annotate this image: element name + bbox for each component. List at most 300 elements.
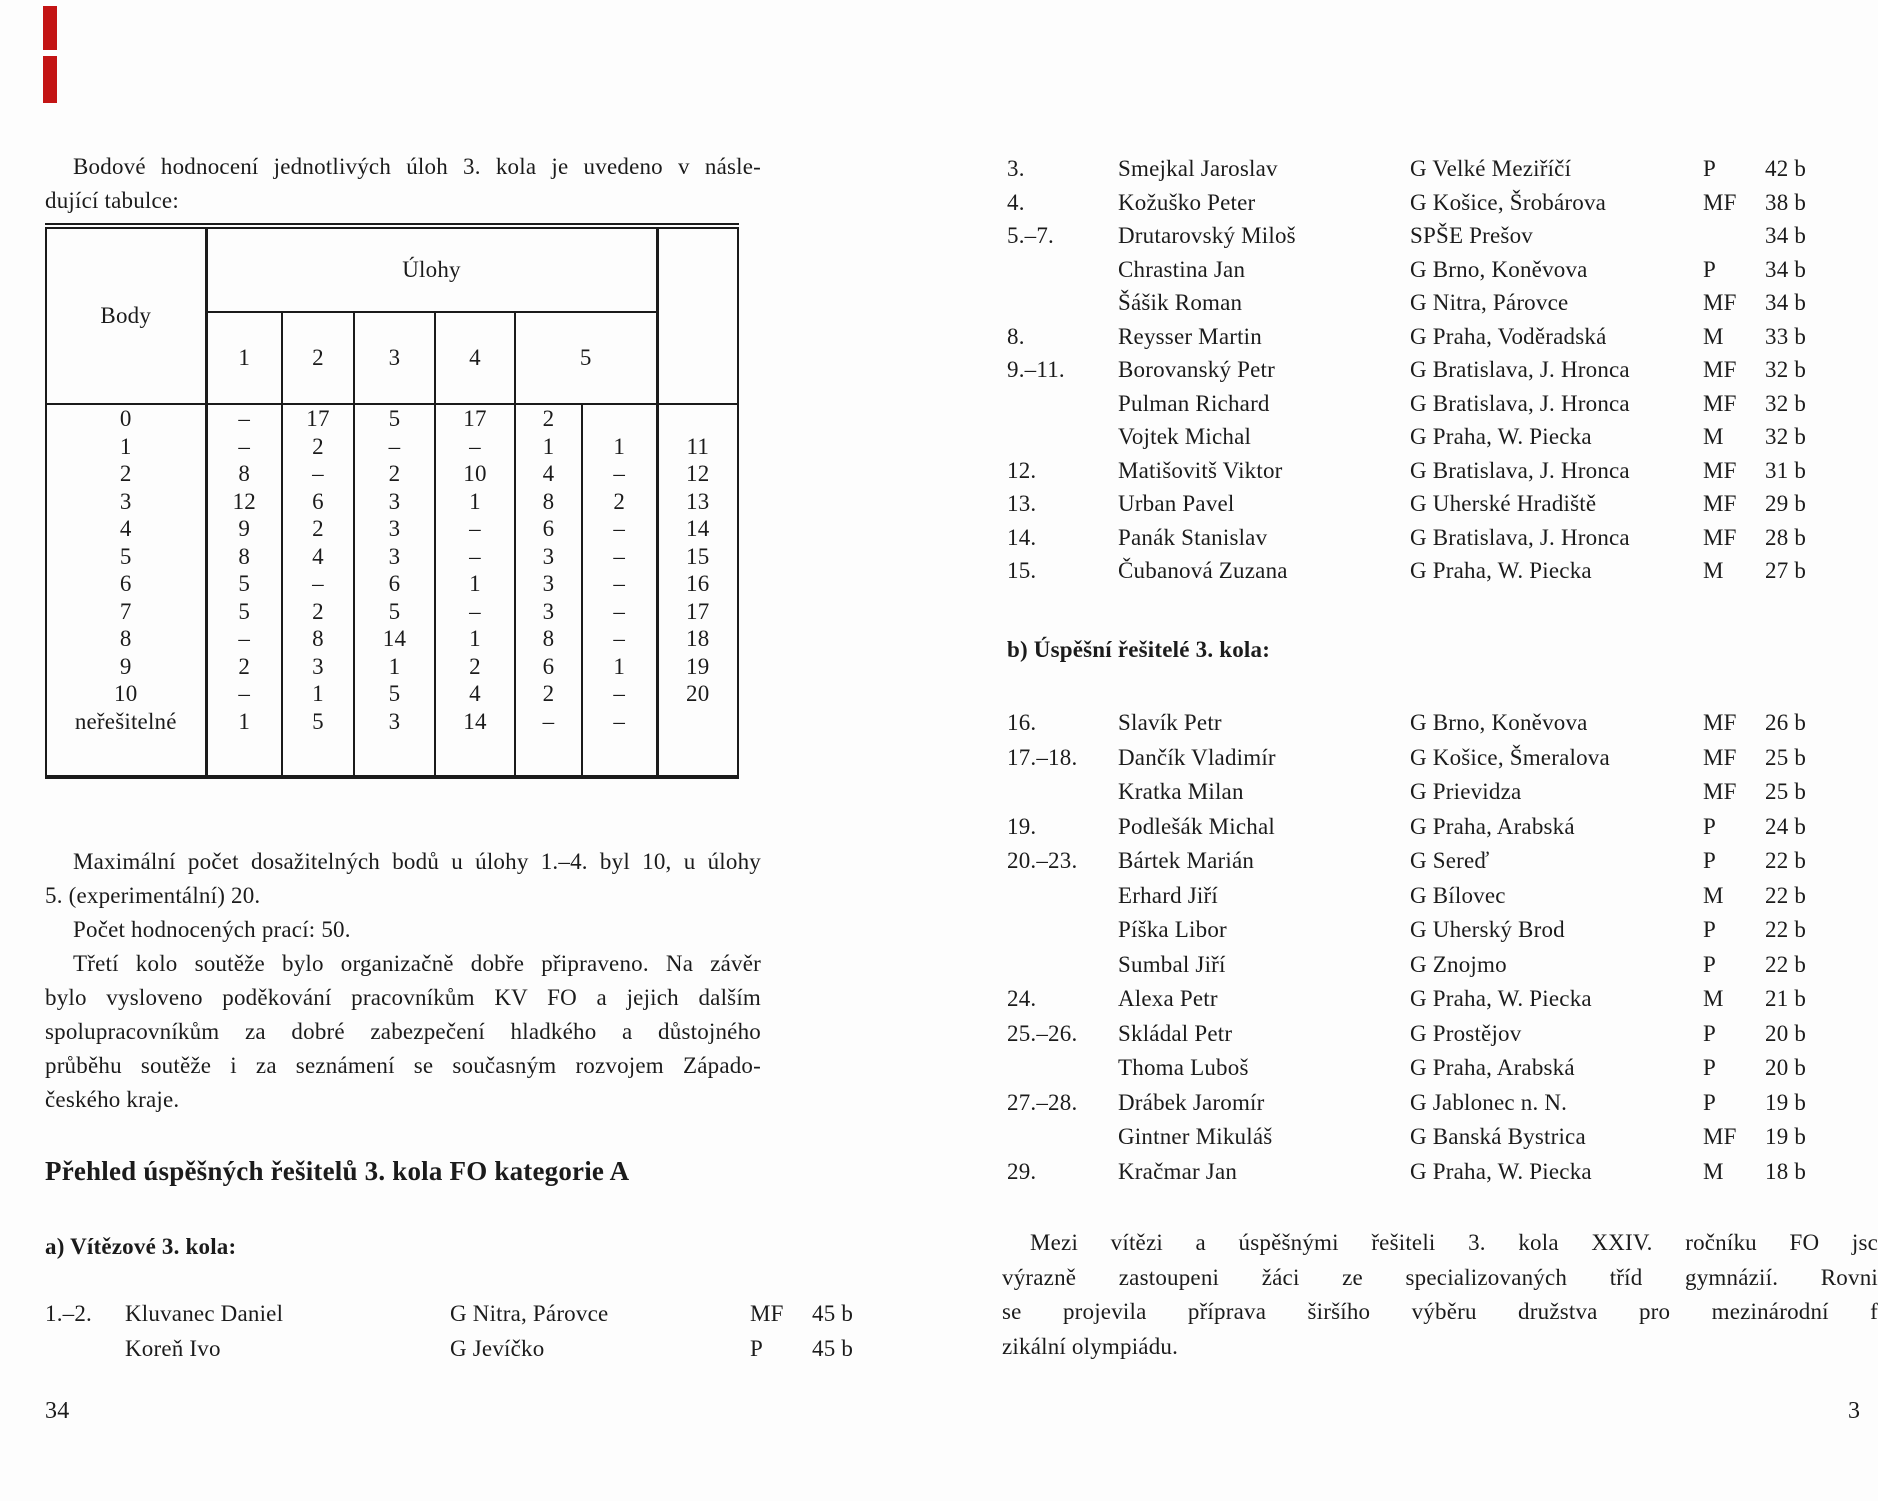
body2-cell: 11	[686, 433, 710, 459]
solver-name: Kračmar Jan	[1118, 1158, 1238, 1184]
task1-cell: 12	[206, 488, 282, 516]
task3-cell: 2	[354, 460, 435, 488]
solver-name: Gintner Mikuláš	[1118, 1124, 1273, 1149]
subsection-a-heading: a) Vítězové 3. kola:	[45, 1234, 237, 1259]
table-empty-header	[657, 226, 738, 404]
solver-school: G Banská Bystrica	[1410, 1124, 1586, 1149]
task4-cell: 14	[435, 708, 515, 778]
max-points-line: Maximální počet dosažitelných bodů u úlohy 1.–4. byl 10, u úlohy	[73, 849, 761, 874]
solver-category: P	[1703, 917, 1716, 942]
ranking-row	[1007, 320, 1877, 354]
task2-cell: 5	[282, 708, 354, 778]
rank-label: 15.	[1007, 558, 1037, 583]
task5b-cell: –	[582, 570, 657, 598]
body2-cell: 12	[686, 461, 710, 486]
subsection-b-heading: b) Úspěšní řešitelé 3. kola:	[1007, 637, 1271, 662]
task2-cell: –	[282, 460, 354, 488]
solver-school: G Praha, Voděradská	[1410, 323, 1607, 349]
right-page-number: 3	[1848, 1398, 1861, 1424]
task3-cell: 3	[354, 515, 435, 543]
solver-score: 25 b	[1765, 744, 1807, 770]
solver-category: P	[750, 1336, 763, 1361]
body-value-cell: 2	[46, 460, 206, 488]
task4-cell: 2	[435, 653, 515, 681]
solver-score: 20 b	[1765, 1055, 1807, 1080]
solver-school: G Jablonec n. N.	[1410, 1089, 1568, 1115]
task-header: 2	[282, 312, 354, 404]
task3-cell: 1	[354, 653, 435, 681]
solver-category: MF	[1703, 524, 1737, 550]
solver-name: Šášik Roman	[1118, 290, 1243, 315]
org-line: bylo vysloveno poděkování pracovníkům KV FO a jejich dalším	[45, 985, 761, 1010]
organization-paragraph	[45, 947, 761, 1117]
task4-cell: 10	[435, 460, 515, 488]
closing-line: Mezi vítězi a úspěšnými řešiteli 3. kola XXIV. ročníku FO jsc	[1030, 1230, 1878, 1255]
task5b-cell: –	[582, 680, 657, 708]
solver-school: SPŠE Prešov	[1410, 223, 1533, 248]
solver-score: 34 b	[1765, 290, 1807, 315]
rank-label: 25.–26.	[1007, 1020, 1078, 1046]
task5b-cell: –	[582, 460, 657, 488]
solver-score: 25 b	[1765, 779, 1807, 804]
solver-school: G Košice, Šrobárova	[1410, 189, 1607, 215]
body2-cell	[657, 404, 738, 433]
solver-name: Skládal Petr	[1118, 1020, 1233, 1046]
task5b-cell	[582, 404, 657, 433]
works-count-line: Počet hodnocených prací: 50.	[73, 917, 351, 942]
rank-label: 13.	[1007, 491, 1037, 516]
winner-row	[45, 1331, 875, 1366]
solver-score: 45 b	[812, 1301, 854, 1326]
successful-solvers-list	[1007, 706, 1877, 1189]
solver-score: 24 b	[1765, 813, 1807, 839]
score-table-row	[46, 515, 738, 543]
ranking-row	[1007, 387, 1877, 421]
score-table-row	[46, 653, 738, 681]
solver-score: 31 b	[1765, 457, 1807, 483]
ranking-row	[1007, 554, 1877, 588]
solver-name: Smejkal Jaroslav	[1118, 156, 1278, 181]
solver-score: 22 b	[1765, 951, 1807, 977]
solver-category: MF	[1703, 1124, 1737, 1149]
solver-category: MF	[1703, 491, 1737, 516]
task-header: 3	[354, 312, 435, 404]
body-value-cell: 1	[46, 433, 206, 461]
solver-name: Pulman Richard	[1118, 390, 1270, 416]
task5a-cell: 8	[515, 488, 582, 516]
task4-cell: 1	[435, 625, 515, 653]
body2-cell: 16	[686, 571, 710, 596]
solver-score: 34 b	[1765, 256, 1807, 282]
body2-cell: 14	[686, 516, 710, 541]
task5b-cell: –	[582, 625, 657, 653]
solver-name: Reysser Martin	[1118, 323, 1262, 349]
solver-school: G Bratislava, J. Hronca	[1410, 390, 1630, 416]
ranking-row	[1007, 1120, 1877, 1155]
ranking-row	[1007, 454, 1877, 488]
task1-cell: 9	[206, 515, 282, 543]
ranking-row	[1007, 741, 1877, 776]
rank-label: 8.	[1007, 323, 1025, 349]
solver-category: P	[1703, 848, 1716, 873]
solver-score: 32 b	[1765, 424, 1807, 449]
rank-label: 27.–28.	[1007, 1089, 1078, 1115]
section-heading: Přehled úspěšných řešitelů 3. kola FO kategorie A	[45, 1156, 630, 1186]
rank-label: 1.–2.	[45, 1301, 92, 1326]
body-value-cell: 6	[46, 570, 206, 598]
solver-school: G Praha, W. Piecka	[1410, 424, 1592, 449]
score-table-row	[46, 488, 738, 516]
solver-category: P	[1703, 1089, 1716, 1115]
solver-score: 33 b	[1765, 323, 1807, 349]
score-table-body	[46, 404, 738, 777]
solver-category: MF	[1703, 457, 1737, 483]
task5a-cell: 6	[515, 515, 582, 543]
task2-cell: 17	[282, 404, 354, 433]
task4-cell: –	[435, 543, 515, 571]
body-value-cell: 4	[46, 515, 206, 543]
task1-cell: 5	[206, 570, 282, 598]
body2-cell: 15	[686, 543, 710, 569]
ranking-row	[1007, 844, 1877, 879]
rank-label: 20.–23.	[1007, 848, 1078, 873]
max-points-line: 5. (experimentální) 20.	[45, 883, 261, 908]
solver-category: P	[1703, 951, 1716, 977]
task1-cell: 8	[206, 543, 282, 571]
score-table-row	[46, 460, 738, 488]
task5a-cell: 8	[515, 625, 582, 653]
task-header: 1	[206, 312, 282, 404]
solver-school: G Praha, Arabská	[1410, 813, 1575, 839]
task1-cell: 1	[206, 708, 282, 778]
rank-label: 9.–11.	[1007, 357, 1065, 382]
solver-score: 19 b	[1765, 1089, 1807, 1115]
solver-name: Matišovitš Viktor	[1118, 457, 1283, 483]
ranking-row	[1007, 219, 1877, 253]
task5b-cell: –	[582, 598, 657, 626]
solver-score: 22 b	[1765, 848, 1807, 873]
body-value-cell: neřešitelné	[46, 708, 206, 778]
task-header: 5	[515, 312, 657, 404]
body2-cell: 18	[686, 626, 710, 651]
solver-score: 21 b	[1765, 986, 1807, 1011]
rank-label: 19.	[1007, 813, 1037, 839]
winners-ranking-list	[1007, 152, 1877, 588]
task3-cell: 14	[354, 625, 435, 653]
ranking-row	[1007, 1017, 1877, 1052]
solver-category: P	[1703, 1020, 1716, 1046]
solver-name: Kluvanec Daniel	[125, 1301, 284, 1326]
solver-school: G Bratislava, J. Hronca	[1410, 357, 1630, 382]
org-line: průběhu soutěže i za seznámení se současným rozvojem Západo-	[45, 1053, 761, 1078]
task5b-cell: 1	[582, 653, 657, 681]
solver-category: MF	[1703, 710, 1737, 735]
ranking-row	[1007, 982, 1877, 1017]
solver-score: 32 b	[1765, 390, 1807, 416]
solver-school: G Uherský Brod	[1410, 917, 1565, 942]
solver-school: G Znojmo	[1410, 951, 1507, 977]
score-distribution-table	[45, 223, 739, 779]
task4-cell: 4	[435, 680, 515, 708]
solver-school: G Bílovec	[1410, 882, 1506, 908]
solver-category: M	[1703, 882, 1724, 908]
task4-cell: –	[435, 433, 515, 461]
solver-school: G Prostějov	[1410, 1020, 1522, 1046]
task2-cell: 4	[282, 543, 354, 571]
solver-category: M	[1703, 323, 1724, 349]
solver-category: MF	[1703, 357, 1737, 382]
solver-name: Erhard Jiří	[1118, 882, 1218, 908]
task2-cell: 2	[282, 515, 354, 543]
ranking-row	[1007, 186, 1877, 220]
task1-cell: –	[206, 433, 282, 461]
ranking-row	[1007, 152, 1877, 186]
solver-school: G Praha, W. Piecka	[1410, 986, 1592, 1011]
task2-cell: 2	[282, 433, 354, 461]
score-table-row	[46, 570, 738, 598]
solver-name: Podlešák Michal	[1118, 813, 1275, 839]
task4-cell: –	[435, 515, 515, 543]
ranking-row	[1007, 948, 1877, 983]
task2-cell: 1	[282, 680, 354, 708]
rank-label: 5.–7.	[1007, 223, 1054, 248]
solver-school: G Praha, W. Piecka	[1410, 558, 1592, 583]
task3-cell: 6	[354, 570, 435, 598]
task4-cell: –	[435, 598, 515, 626]
solver-school: G Velké Meziříčí	[1410, 156, 1572, 181]
body2-cell: 20	[686, 681, 710, 706]
solver-name: Chrastina Jan	[1118, 256, 1246, 282]
org-line: českého kraje.	[45, 1087, 180, 1112]
task3-cell: 5	[354, 598, 435, 626]
ranking-row	[1007, 913, 1877, 948]
solver-category: MF	[750, 1301, 784, 1326]
solver-name: Píška Libor	[1118, 917, 1227, 942]
task5a-cell: 3	[515, 543, 582, 571]
solver-school: G Praha, Arabská	[1410, 1055, 1575, 1080]
body-value-cell: 10	[46, 680, 206, 708]
score-table-row	[46, 708, 738, 778]
solver-name: Čubanová Zuzana	[1118, 558, 1288, 583]
task2-cell: –	[282, 570, 354, 598]
ranking-row	[1007, 879, 1877, 914]
task4-cell: 1	[435, 488, 515, 516]
solver-name: Slavík Petr	[1118, 710, 1222, 735]
solver-category: P	[1703, 256, 1716, 282]
solver-category: MF	[1703, 779, 1737, 804]
solver-name: Dančík Vladimír	[1118, 744, 1276, 770]
body-value-cell: 9	[46, 653, 206, 681]
body-value-cell: 8	[46, 625, 206, 653]
table-group-header: Úlohy	[206, 226, 657, 312]
solver-category: P	[1703, 1055, 1716, 1080]
rank-label: 29.	[1007, 1158, 1037, 1184]
solver-school: G Košice, Šmeralova	[1410, 744, 1610, 770]
task5a-cell: 2	[515, 680, 582, 708]
body-value-cell: 5	[46, 543, 206, 571]
solver-category: M	[1703, 1158, 1724, 1184]
body-value-cell: 7	[46, 598, 206, 626]
solver-score: 38 b	[1765, 189, 1807, 215]
solver-score: 26 b	[1765, 710, 1807, 735]
task4-cell: 1	[435, 570, 515, 598]
winner-row	[45, 1296, 875, 1331]
ranking-row	[1007, 706, 1877, 741]
org-line: Třetí kolo soutěže bylo organizačně dobře připraveno. Na závěr	[73, 951, 761, 976]
ranking-row	[1007, 810, 1877, 845]
body2-cell	[657, 708, 738, 778]
body-value-cell: 3	[46, 488, 206, 516]
solver-category: MF	[1703, 290, 1737, 315]
task5b-cell: –	[582, 543, 657, 571]
solver-category: MF	[1703, 744, 1737, 770]
solver-score: 42 b	[1765, 156, 1807, 181]
task5a-cell: –	[515, 708, 582, 778]
solver-name: Kratka Milan	[1118, 779, 1244, 804]
task5a-cell: 3	[515, 570, 582, 598]
solver-category: P	[1703, 156, 1716, 181]
rank-label: 4.	[1007, 189, 1025, 215]
solver-name: Panák Stanislav	[1118, 524, 1268, 550]
task5b-cell: 2	[582, 488, 657, 516]
task-header: 4	[435, 312, 515, 404]
solver-category: M	[1703, 986, 1724, 1011]
body2-cell: 19	[686, 653, 710, 679]
solver-name: Bártek Marián	[1118, 848, 1255, 873]
solver-name: Urban Pavel	[1118, 491, 1235, 516]
solver-score: 19 b	[1765, 1124, 1807, 1149]
closing-line: výrazně zastoupeni žáci ze specializovaných tříd gymnázií. Rovni	[1002, 1264, 1878, 1290]
solver-name: Drutarovský Miloš	[1118, 223, 1296, 248]
score-table-row	[46, 404, 738, 433]
solver-score: 20 b	[1765, 1020, 1807, 1046]
task2-cell: 6	[282, 488, 354, 516]
closing-paragraph	[1002, 1226, 1878, 1364]
task2-cell: 2	[282, 598, 354, 626]
ranking-row	[1007, 286, 1877, 320]
task3-cell: –	[354, 433, 435, 461]
ranking-row	[1007, 353, 1877, 387]
solver-score: 34 b	[1765, 223, 1807, 248]
solver-category: P	[1703, 813, 1716, 839]
task3-cell: 5	[354, 680, 435, 708]
task5b-cell: 1	[582, 433, 657, 461]
winners-list	[45, 1296, 875, 1366]
task3-cell: 3	[354, 488, 435, 516]
solver-school: G Sereď	[1410, 848, 1490, 873]
ranking-row	[1007, 521, 1877, 555]
solver-school: G Nitra, Párovce	[450, 1301, 609, 1326]
solver-name: Borovanský Petr	[1118, 357, 1275, 382]
task5b-cell: –	[582, 708, 657, 778]
solver-category: MF	[1703, 390, 1737, 416]
task5a-cell: 6	[515, 653, 582, 681]
closing-line: zikální olympiádu.	[1002, 1333, 1179, 1359]
solver-school: G Jevíčko	[450, 1336, 545, 1361]
red-scan-mark	[43, 56, 57, 103]
org-line: spolupracovníkům za dobré zabezpečení hladkého a důstojného	[45, 1019, 761, 1044]
red-scan-mark	[43, 6, 57, 50]
ranking-row	[1007, 487, 1877, 521]
solver-school: G Bratislava, J. Hronca	[1410, 457, 1630, 483]
solver-score: 45 b	[812, 1336, 854, 1361]
score-table-row	[46, 543, 738, 571]
left-page-number: 34	[45, 1398, 70, 1424]
solver-school: G Prievidza	[1410, 779, 1522, 804]
task1-cell: –	[206, 680, 282, 708]
solver-school: G Bratislava, J. Hronca	[1410, 524, 1630, 550]
score-table-row	[46, 680, 738, 708]
solver-name: Kožuško Peter	[1118, 189, 1256, 215]
intro-paragraph	[45, 150, 761, 218]
task1-cell: –	[206, 404, 282, 433]
solver-score: 28 b	[1765, 524, 1807, 550]
solver-category: M	[1703, 424, 1724, 449]
rank-label: 12.	[1007, 457, 1037, 483]
ranking-row	[1007, 1155, 1877, 1190]
closing-line: se projevila příprava širšího výběru družstva pro mezinárodní f	[1002, 1299, 1878, 1324]
rank-label: 14.	[1007, 524, 1037, 550]
rank-label: 3.	[1007, 156, 1025, 181]
rank-label: 16.	[1007, 710, 1037, 735]
solver-school: G Uherské Hradiště	[1410, 491, 1597, 516]
ranking-row	[1007, 775, 1877, 810]
body-value-cell: 0	[46, 404, 206, 433]
solver-name: Sumbal Jiří	[1118, 951, 1226, 977]
task5a-cell: 3	[515, 598, 582, 626]
ranking-row	[1007, 1086, 1877, 1121]
body2-cell: 13	[686, 488, 710, 514]
solver-score: 29 b	[1765, 491, 1807, 516]
solver-school: G Praha, W. Piecka	[1410, 1158, 1592, 1184]
ranking-row	[1007, 253, 1877, 287]
task1-cell: 8	[206, 460, 282, 488]
solver-name: Koreň Ivo	[125, 1336, 221, 1361]
solver-score: 27 b	[1765, 558, 1807, 583]
task1-cell: 5	[206, 598, 282, 626]
ranking-row	[1007, 1051, 1877, 1086]
solver-name: Vojtek Michal	[1118, 424, 1252, 449]
intro-line: Bodové hodnocení jednotlivých úloh 3. kola je uvedeno v násle-	[73, 154, 761, 179]
solver-school: G Brno, Koněvova	[1410, 256, 1588, 282]
task2-cell: 8	[282, 625, 354, 653]
task3-cell: 3	[354, 708, 435, 778]
task5a-cell: 2	[515, 404, 582, 433]
task3-cell: 5	[354, 404, 435, 433]
solver-score: 18 b	[1765, 1158, 1807, 1184]
solver-category: MF	[1703, 189, 1737, 215]
task1-cell: –	[206, 625, 282, 653]
solver-school: G Nitra, Párovce	[1410, 290, 1569, 315]
task3-cell: 3	[354, 543, 435, 571]
task5b-cell: –	[582, 515, 657, 543]
rank-label: 24.	[1007, 986, 1037, 1011]
solver-name: Thoma Luboš	[1118, 1055, 1249, 1080]
score-table-row	[46, 598, 738, 626]
task2-cell: 3	[282, 653, 354, 681]
solver-score: 22 b	[1765, 917, 1807, 942]
rank-label: 17.–18.	[1007, 744, 1078, 770]
task4-cell: 17	[435, 404, 515, 433]
solver-score: 22 b	[1765, 882, 1807, 908]
max-points-paragraph	[45, 845, 761, 913]
score-table-row	[46, 433, 738, 461]
task5a-cell: 4	[515, 460, 582, 488]
solver-score: 32 b	[1765, 357, 1807, 382]
solver-name: Drábek Jaromír	[1118, 1089, 1265, 1115]
task5a-cell: 1	[515, 433, 582, 461]
ranking-row	[1007, 420, 1877, 454]
